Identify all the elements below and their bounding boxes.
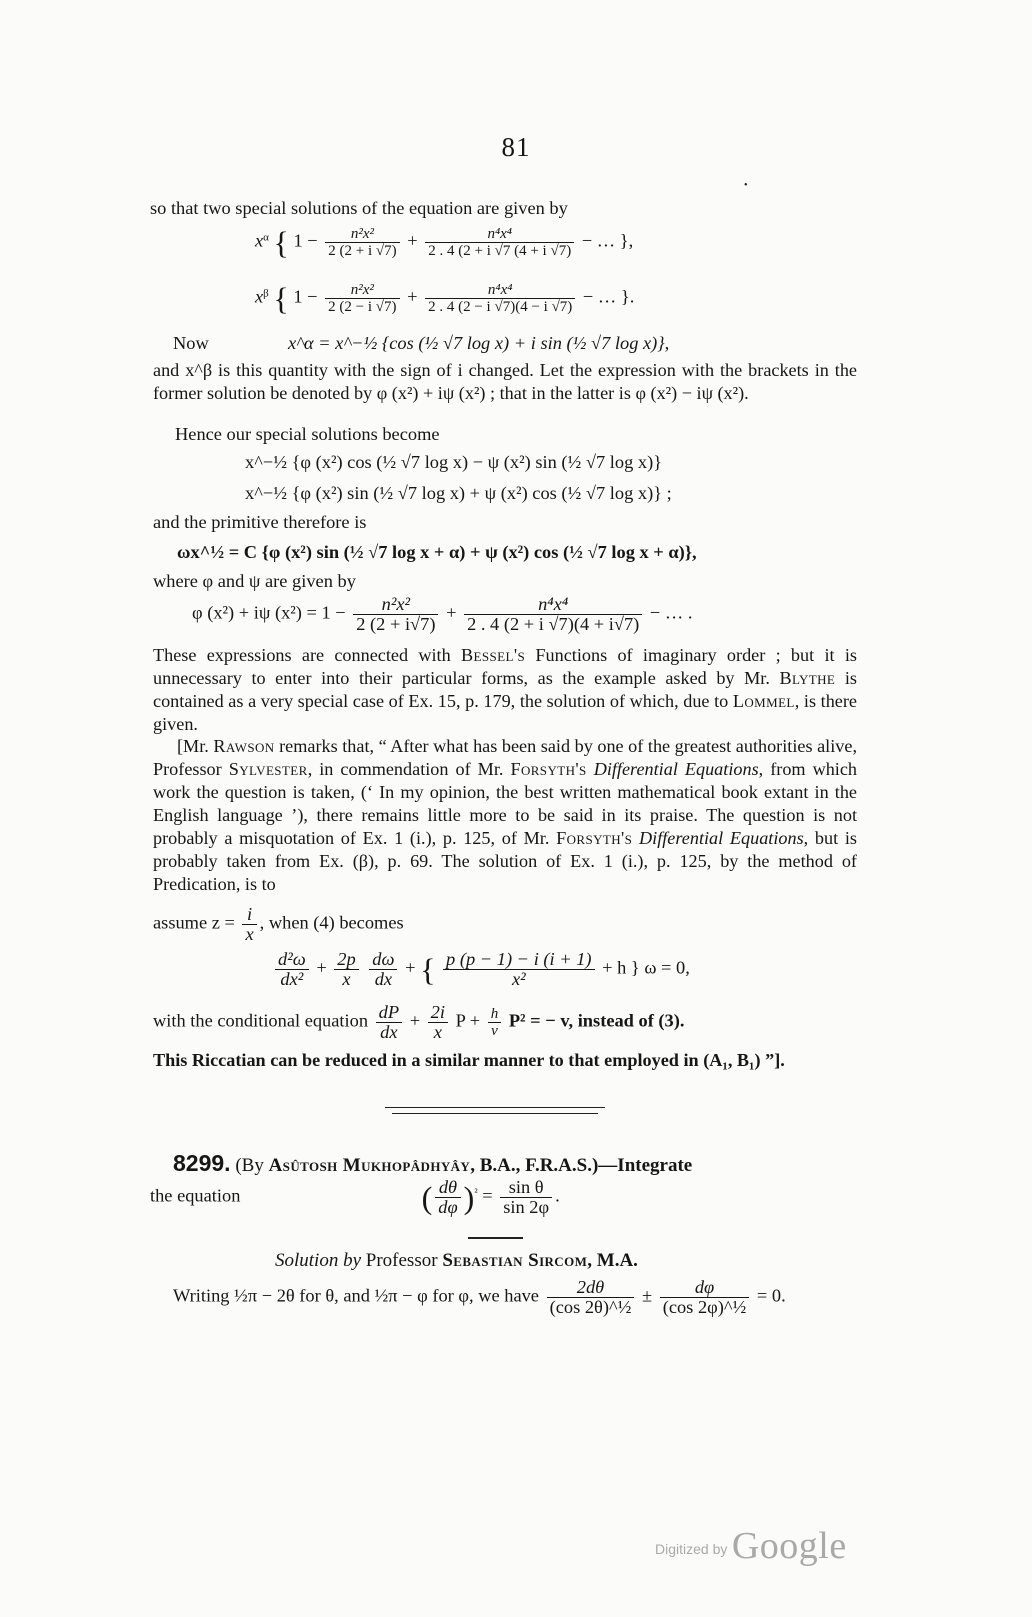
section-rule-top [385, 1107, 605, 1108]
now-line: Now x^α = x^−½ {cos (½ √7 log x) + i sin (½ √7 log x)}, [173, 333, 670, 353]
primitive-equation: ωx^½ = C {φ (x²) sin (½ √7 log x + α) + ψ (x²) cos (½ √7 log x + α)}, [177, 542, 697, 562]
hence-equation-2: x^−½ {φ (x²) sin (½ √7 log x) + ψ (x²) cos (½ √7 log x)} ; [245, 483, 672, 503]
phi-psi-series: φ (x²) + iψ (x²) = 1 − $\frac{\text{n²x²}}{2 (2 + i√7)}$ + $\frac{\text{n⁴x⁴}}{2 . 4 (2 + i √7)(4 + i√7)}$ − … . [192, 594, 693, 634]
solution-alpha: $x^\alpha$ { 1 − $\frac{\text{n²x²}}{2 (2 + i √7)}$ + $\frac{\text{n⁴x⁴}}{2 . 4 (2 + i √7 (4 + i √7)}$ − … }, [255, 224, 634, 261]
google-watermark: Digitized by Google [655, 1525, 847, 1567]
writing-line: Writing ½π − 2θ for θ, and ½π − φ for φ, we have $\frac{2d\theta}{\text{(cos 2θ)\textasciicircum{}½}}$ ± $\frac{d\varphi}{\text{(cos 2φ)\textasciicircum{}½}}$ = 0. [173, 1277, 786, 1317]
where-line: where φ and ψ are given by [153, 571, 356, 591]
paragraph-bessel: These expressions are connected with Bessel's Functions of imaginary order ; but it is unnecessary to enter into their particular forms, as the example asked by Mr. Blythe is contained as a very special case of Ex. 15, p. 179, the solution of which, due to Lommel, is there given. [153, 645, 858, 734]
paragraph-notation: and x^β is this quantity with the sign of i changed. Let the expression with the brackets in the former solution be denoted by φ (x²) + iψ (x²) ; that in the latter is φ (x²) − iψ (x²). [153, 360, 857, 403]
google-logo: Google [731, 1525, 847, 1567]
assume-line: assume z = $\frac{i}{x}$ , when (4) becomes [153, 904, 404, 944]
hence-equation-1: x^−½ {φ (x²) cos (½ √7 log x) − ψ (x²) sin (½ √7 log x)} [245, 452, 663, 472]
short-rule [468, 1237, 523, 1239]
page-number: 81 [501, 132, 531, 162]
primitive-line: and the primitive therefore is [153, 512, 367, 532]
conditional-equation: with the conditional equation $\frac{dP}{dx}$ + $\frac{2i}{x}$ P + $\frac{h}{v}$ P² = − v, instead of (3). [153, 1002, 685, 1042]
hence-line: Hence our special solutions become [175, 424, 440, 444]
paragraph-rawson: [Mr. Rawson remarks that, “ After what has been said by one of the greatest authorities alive, Professor Sylvester, in commendation of Mr. Forsyth's Differential Equations, from which work the question is taken, (‘ In my opinion, the best written mathematical book extant in the English language ’), there remains little more to be said in its praise. The question is not probably a misquotation of Ex. 1 (i.), p. 125, of Mr. Forsyth's Differential Equations, but is probably taken from Ex. (β), p. 69. The solution of Ex. 1 (i.), p. 125, by the method of Predication, is to [153, 736, 858, 894]
speck: • [744, 180, 748, 191]
intro-line: so that two special solutions of the equation are given by [150, 198, 568, 218]
riccatian-line: This Riccatian can be reduced in a similar manner to that employed in (A₁, B₁) ”]. [153, 1050, 785, 1070]
problem-heading: 8299. (By Asûtosh Mukhopâdhyây, B.A., F.R.A.S.)—Integrate [173, 1150, 693, 1176]
transformed-equation: $\frac{\text{d²ω}}{\text{dx²}}$ + $\frac{2p}{x}$ $\frac{d\omega}{dx}$ + { $\frac{p (p - 1) - i (i + 1)}{\text{x²}}$ + h } ω = 0, [272, 950, 690, 989]
problem-equation: the equation ( $\frac{d\theta}{d\varphi}$ )$^{^2}$ = $\frac{\text{sin θ}}{\sin 2\varphi}$ . [150, 1177, 560, 1217]
solution-heading: Solution by Professor Sebastian Sircom, M.A. [275, 1250, 638, 1271]
section-rule-bottom [392, 1113, 598, 1114]
solution-beta: $x^\beta$ { 1 − $\frac{\text{n²x²}}{2 (2 - i √7)}$ + $\frac{\text{n⁴x⁴}}{2 . 4 (2 - i √7)(4 - i √7)}$ − … }. [255, 280, 635, 317]
